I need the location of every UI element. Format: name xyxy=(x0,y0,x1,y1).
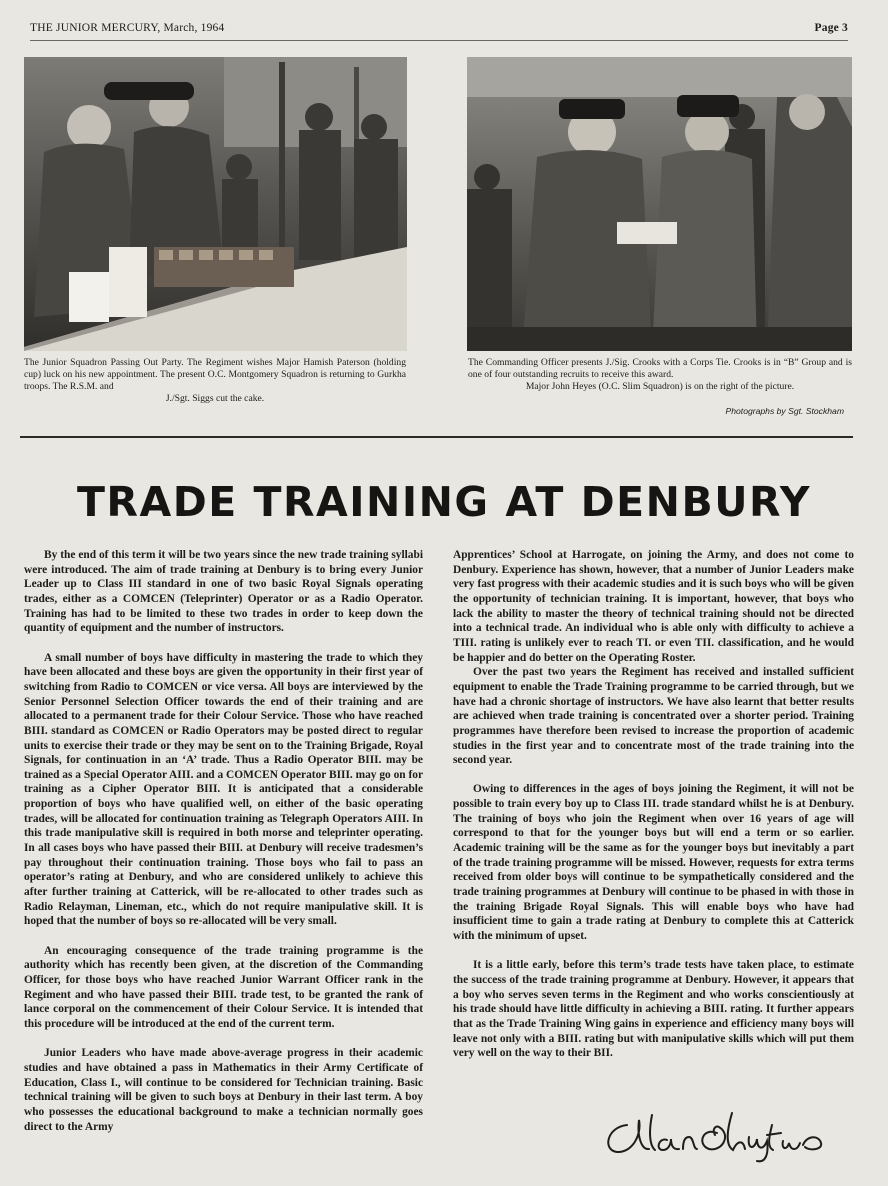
section-divider xyxy=(20,436,853,438)
passing-out-party-photo xyxy=(24,57,407,351)
paragraph: Junior Leaders who have made above-average progress in their academic studies and have obtained a pass in Mathematics in their Army Certificate of Education, Class I., will continue to be considered for Technician training. Basic technical training will be given to such boys at Denbury in their last term. A boy who possesses the educational background to make a technician normally goes direct to the Army xyxy=(24,1047,423,1133)
publication-line: THE JUNIOR MERCURY, March, 1964 xyxy=(30,22,225,34)
paragraph: An encouraging consequence of the trade training programme is the authority which has recently been given, at the discretion of the Commanding Officer, for those boys who have reached Junior Warrant Officer rank in the Regiment and who have passed their BIII. trade test, to be granted the rank of lance corporal on the commencement of their Colour Service. It is intended that this procedure will be introduced at the end of the current term. xyxy=(24,944,423,1030)
article-left-column xyxy=(24,548,423,1134)
right-photo-caption xyxy=(468,357,852,393)
article-right-column xyxy=(453,548,854,1061)
paragraph: A small number of boys have difficulty in mastering the trade to which they have been allocated and these boys are given the opportunity in their first year of switching from Radio to COMCEN or vice versa. All boys are interviewed by the Senior Personnel Selection Officer towards the end of their training and are allocated to a permanent trade for their Colour Service. Those who have reached BIII. standard as COMCEN or Radio Operators may be posted direct to regular units to exercise their trade or they may be sent on to the Training Brigade, Royal Signals, for continuation in an ‘A’ trade. Thus a Radio Operator BIII. may be trained as a Special Operator AIII. and a COMCEN Operator BIII. may go on for training as a Cipher Operator BIII. It is anticipated that a considerable proportion of boys who have qualified well, on either of the basic operating trades, will be allocated for continuation training as Telegraph Operators AIII. In this trade manipulative skill is required in both morse and teleprinter operating. In all cases boys who have passed their BIII. at Denbury will receive tradesmen’s pay throughout their continuation training. Those boys who fail to pass an operator’s rating at Denbury, and who are considered unlikely to achieve this after further training at Catterick, will be re-allocated to other trades such as Radio Relayman, Lineman, etc., which do not require manipulative skill. It is hoped that the number of boys so re-allocated will be very small. xyxy=(24,651,423,928)
author-signature xyxy=(597,1105,837,1163)
paragraph: It is a little early, before this term’s trade tests have taken place, to estimate the success of the trade training programme at Denbury. However, it appears that a boy who serves seven terms in the Regiment and who works conscientiously at his trade should have little difficulty in achieving a BIII. rating. It further appears that as the Trade Training Wing gains in experience and efficiency many boys will leave not only with a BIII. rating but with manipulative skills which will put them very well on the way to their BII. xyxy=(453,959,854,1060)
running-header xyxy=(30,20,848,41)
photo-credit: Photographs by Sgt. Stockham xyxy=(725,406,844,416)
right-caption-last-line: Major John Heyes (O.C. Slim Squadron) is on the right of the picture. xyxy=(525,381,795,392)
paragraph: By the end of this term it will be two years since the new trade training syllabi were introduced. The aim of trade training at Denbury is to bring every Junior Leader up to Class III standard in one of two basic Royal Signals operating trades, either as a COMCEN (Teleprinter) Operator or as a Radio Operator. Training has had to be limited to these two trades in order to keep down the quantity of equipment and the number of instructors. xyxy=(24,549,423,635)
paragraph: Apprentices’ School at Harrogate, on joining the Army, and does not come to Denbury. Experience has shown, however, that a number of Junior Leaders make very fast progress with their academic studies and it is such boys who will be given the opportunity of technician training. It is important, however, that boys who lack the ability to master the theory of technical training should not be directed into a technical trade. An individual who is able only with difficulty to achieve a TIII. rating is unlikely ever to reach TI. or even TII. classification, and he would be happier and do better on the Operating Roster. xyxy=(453,549,854,664)
paragraph: Owing to differences in the ages of boys joining the Regiment, it will not be possible to train every boy up to Class III. trade standard whilst he is at Denbury. The training of boys who join the Regiment when over 16 years of age will correspond to that for the younger boys but will end a term or so earlier. Academic training will be the same as for the younger boys but inevitably a part of the trade training programme will be missed. However, requests for extra terms received from older boys will continue to be sympathetically considered and the trade training programmes at Denbury will continue to be phased in with those in the training Brigade Royal Signals. This will enable boys who have had insufficient time to gain a trade rating at Denbury to complete this at Catterick with the minimum of upset. xyxy=(453,783,854,943)
right-caption-text: The Commanding Officer presents J./Sig. Crooks with a Corps Tie. Crooks is in “B” Group and is one of four outstanding recruits to receive this award. xyxy=(468,357,852,380)
presentation-photo xyxy=(467,57,852,351)
paragraph: Over the past two years the Regiment has received and installed sufficient equipment to enable the Trade Training programme to be carried through, but we have had a chronic shortage of instructors. We have also learnt that better results are achieved when trade training is concentrated over a shorter period. Training programmes have therefore been revised to increase the proportion of academic studies in the first year and to concentrate most of the trade training into the second year. xyxy=(453,666,854,767)
article-title: TRADE TRAINING AT DENBURY xyxy=(76,478,812,526)
left-photo-caption xyxy=(24,357,406,405)
left-caption-last-line: J./Sgt. Siggs cut the cake. xyxy=(165,393,265,404)
page-number: Page 3 xyxy=(814,22,848,34)
left-caption-text: The Junior Squadron Passing Out Party. The Regiment wishes Major Hamish Paterson (holding cup) luck on his new appointment. The present O.C. Montgomery Squadron is returning to Gurkha troops. The R.S.M. and xyxy=(24,357,406,392)
